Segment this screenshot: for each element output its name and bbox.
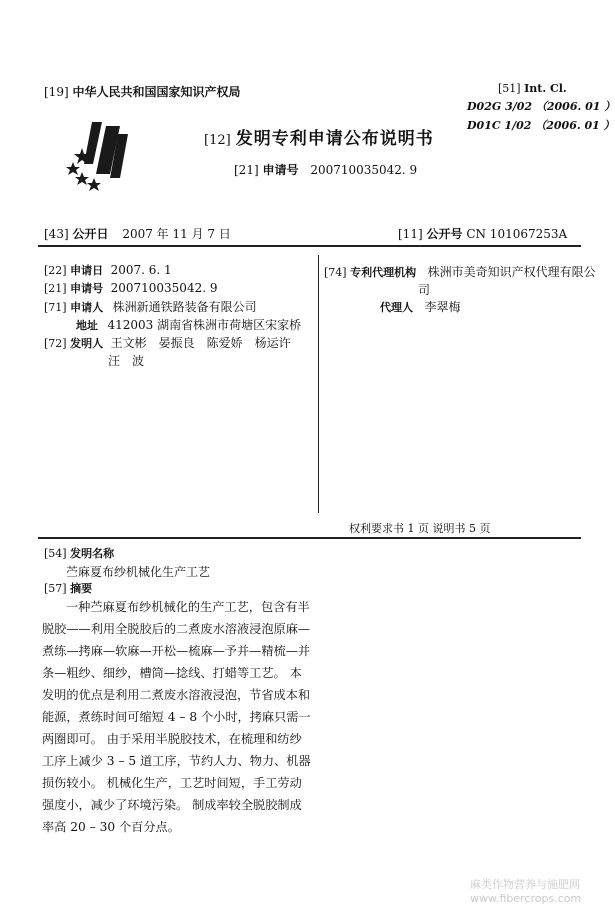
title-heading: [54] 发明名称 (44, 547, 115, 560)
header-divider (38, 245, 581, 247)
int-cl-1: D02G 3/02 （2006. 01 ） (467, 100, 615, 113)
header-application-number: [21] 申请号 200710035042. 9 (234, 163, 418, 177)
application-number-row: [21] 申请号 200710035042. 9 (44, 281, 218, 295)
applicant-row: [71] 申请人 株洲新通铁路装备有限公司 (44, 300, 257, 314)
publication-date: [43] 公开日 2007 年 11 月 7 日 (44, 227, 231, 241)
invention-title: 苎麻夏布纱机械化生产工艺 (66, 565, 211, 579)
abstract-heading: [57] 摘要 (44, 582, 93, 595)
int-cl-2: D01C 1/02 （2006. 01 ） (467, 119, 615, 132)
office-header (44, 83, 240, 100)
watermark-line-1: 麻类作物营养与施肥网 (470, 878, 580, 891)
inventor-row-2: 汪 波 (108, 354, 145, 368)
pub-type-code: [12] (204, 133, 231, 148)
publication-number: [11] 公开号 CN 101067253A (398, 227, 568, 241)
pub-type-title: 发明专利申请公布说明书 (235, 129, 434, 149)
sipo-emblem-icon (62, 118, 142, 196)
abstract-text: 一种苎麻夏布纱机械化的生产工艺，包含有半脱胶——利用全脱胶后的二煮废水溶液浸泡原麻—煮练—拷麻—软麻—开松—梳麻—予并—精梳—并条—粗纱、细纱，槽筒—捻线、打蜡等工艺。 本发明的优点是利用二煮废水溶液浸泡，节省成本和能源，煮练时间可缩短 4 – 8 个小时，拷麻只需一两圈即可。 由于采用半脱胶技术，在梳理和纺纱工序上减少 3 – 5 道工序，节约人力、物力、机器损伤较小。 机械化生产，工艺时间短，手工劳动强度小，减少了环境污染。 制成率较全脱胶制成率高 20 – 30 个百分点。 (42, 600, 311, 834)
address-row: 地址 412003 湖南省株洲市荷塘区宋家桥 (76, 318, 302, 332)
pages-note: 权利要求书 1 页 说明书 5 页 (349, 522, 491, 535)
watermark-line-2: www.fibercrops.com (470, 892, 582, 905)
section-divider (38, 537, 581, 539)
office-code: [19] (44, 85, 69, 99)
agency-row: [74] 专利代理机构 株洲市美奇知识产权代理有限公 (324, 265, 596, 279)
office-name: 中华人民共和国国家知识产权局 (72, 85, 241, 99)
inventor-row: [72] 发明人 王文彬 晏振良 陈爱娇 杨运许 (44, 336, 291, 350)
int-cl-heading: [51] Int. Cl. (498, 82, 567, 95)
agency-row-2: 司 (418, 283, 431, 297)
column-divider (318, 255, 319, 513)
filing-date-row: [22] 申请日 2007. 6. 1 (44, 263, 172, 277)
agent-row: 代理人 李翠梅 (380, 300, 461, 314)
publication-type (204, 124, 434, 149)
